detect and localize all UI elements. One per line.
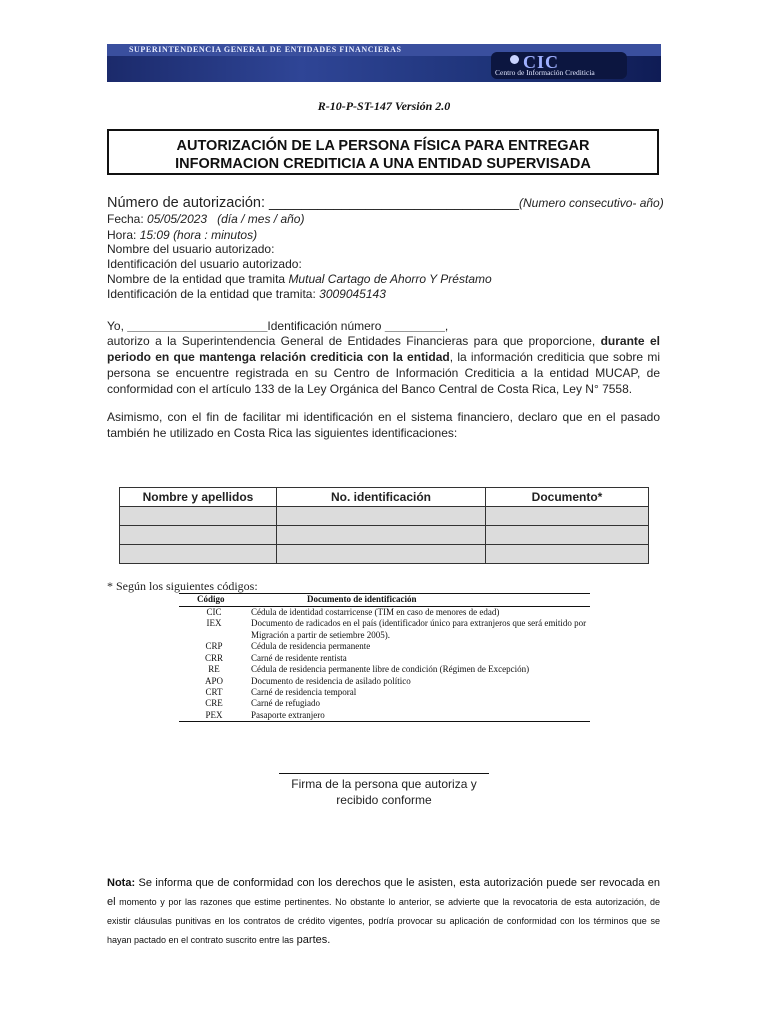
yo-line <box>107 319 448 333</box>
entidad-line <box>107 272 492 286</box>
yo-name-blank: _____________________ <box>127 319 268 333</box>
hora-value: 15:09 <box>139 228 170 242</box>
para1-end: , la información crediticia que sobre mi persona se encuentre registrada en su Centro de Información Crediticia a la entidad MUCAP, de conformidad con el artículo 133 de la Ley Orgánica del Banco Central de Costa Rica, Ley N° 7558. <box>107 350 660 396</box>
codes-header <box>179 593 590 607</box>
codes-title: * Según los siguientes códigos: <box>107 579 258 593</box>
col-header-document: Documento* <box>486 488 649 507</box>
para1-start: autorizo a la Superintendencia General de Entidades Financieras para que proporcione, <box>107 334 601 348</box>
document-title <box>107 129 659 175</box>
code-description: Documento de residencia de asilado político <box>251 675 411 686</box>
code: CRE <box>205 698 223 709</box>
cell-id[interactable] <box>277 545 486 564</box>
authorization-paragraph <box>107 333 660 397</box>
entidad-id-label: Identificación de la entidad que tramita: <box>107 287 320 301</box>
usuario-nombre-line: Nombre del usuario autorizado: <box>107 242 275 256</box>
authorization-label: Número de autorización: <box>107 195 269 211</box>
col-header-name: Nombre y apellidos <box>120 488 277 507</box>
cell-name[interactable] <box>120 545 277 564</box>
fecha-line <box>107 212 304 226</box>
table-row <box>120 507 649 526</box>
code-row <box>179 641 590 652</box>
fecha-label: Fecha: <box>107 212 148 226</box>
hora-label: Hora: <box>107 228 140 242</box>
nota-paragraph <box>107 873 660 949</box>
code-row <box>179 676 590 687</box>
logo-mark: CIC <box>523 52 560 72</box>
code-row <box>179 653 590 664</box>
yo-suffix: , <box>444 319 449 333</box>
code-description: Cédula de identidad costarricense (TIM en caso de menores de edad) <box>251 607 500 617</box>
authorization-blank: _______________________________ <box>269 195 519 211</box>
title-line-1: AUTORIZACIÓN DE LA PERSONA FÍSICA PARA ENTREGAR <box>176 138 590 154</box>
authorization-hint: (Numero consecutivo- año) <box>519 196 664 210</box>
declaration-paragraph: Asimismo, con el fin de facilitar mi identificación en el sistema financiero, declaro que en el pasado también he utilizado en Costa Rica las siguientes identificaciones: <box>107 410 660 440</box>
nota-text-middle: momento y por las razones que estime pertinentes. No obstante lo anterior, se advierte que la revocatoria de esta autorización, de existir cláusulas punitivas en los contratos de crédito vigentes, podría provocar su aplicación de conformidad con los términos que se hayan pactado en el contrato suscrito entre las <box>107 897 660 945</box>
para1-bold: durante el periodo en que mantenga relación crediticia con la entidad <box>107 334 660 364</box>
code: RE <box>208 664 220 675</box>
col-header-id: No. identificación <box>277 488 486 507</box>
hora-hint: (hora : minutos) <box>173 228 258 242</box>
cell-id[interactable] <box>277 526 486 545</box>
fecha-hint: (día / mes / año) <box>217 212 305 226</box>
entidad-id-value: 3009045143 <box>319 287 386 301</box>
cell-name[interactable] <box>120 507 277 526</box>
banner-org-name: SUPERINTENDENCIA GENERAL DE ENTIDADES FINANCIERAS <box>129 45 402 54</box>
code-row <box>179 618 590 641</box>
nota-label: Nota: <box>107 877 136 889</box>
globe-icon <box>510 55 519 64</box>
code-row <box>179 687 590 698</box>
signature-caption-line-1: Firma de la persona que autoriza y <box>291 777 477 791</box>
code-description: Carné de residente rentista <box>251 652 347 663</box>
codes-table <box>179 593 590 722</box>
version-code: R-10-P-ST-147 Versión 2.0 <box>317 99 451 113</box>
code: CIC <box>206 607 222 617</box>
cell-document[interactable] <box>486 545 649 564</box>
authorization-number <box>107 195 664 211</box>
cell-name[interactable] <box>120 526 277 545</box>
code: PEX <box>205 709 223 720</box>
code: IEX <box>206 618 222 629</box>
table-row <box>120 526 649 545</box>
fecha-value: 05/05/2023 <box>147 212 208 226</box>
signature-caption-line-2: recibido conforme <box>336 793 432 807</box>
code-description: Carné de refugiado <box>251 698 320 709</box>
table-row <box>120 545 649 564</box>
code-description: Carné de residencia temporal <box>251 686 357 697</box>
cell-document[interactable] <box>486 507 649 526</box>
code-description: Cédula de residencia permanente libre de condición (Régimen de Excepción) <box>251 664 530 675</box>
codes-bottom-rule <box>179 721 590 722</box>
entidad-label: Nombre de la entidad que tramita <box>107 272 289 286</box>
code-row <box>179 710 590 721</box>
cell-id[interactable] <box>277 507 486 526</box>
header-banner <box>107 44 661 82</box>
codes-header-document: Documento de identificación <box>307 594 417 604</box>
identifications-table <box>119 487 649 564</box>
signature-line <box>279 773 489 774</box>
code: APO <box>204 675 223 686</box>
code: CRT <box>205 686 223 697</box>
logo-subtitle: Centro de Información Crediticia <box>495 68 595 77</box>
yo-id-label: Identificación número <box>267 319 385 333</box>
signature-caption <box>0 776 768 808</box>
hora-line <box>107 228 257 242</box>
yo-prefix: Yo, <box>107 319 128 333</box>
entidad-id-line <box>107 287 386 301</box>
title-line-2: INFORMACION CREDITICIA A UNA ENTIDAD SUPERVISADA <box>175 156 591 172</box>
nota-text-start: Se informa que de conformidad con los derechos que le asisten, esta autorización puede ser revocada en el <box>107 877 660 908</box>
yo-id-blank: _________ <box>384 319 445 333</box>
code-description: Cédula de residencia permanente <box>251 641 371 652</box>
nota-text-end: partes. <box>293 934 331 946</box>
codes-header-code: Código <box>197 594 225 604</box>
code: CRP <box>205 641 223 652</box>
usuario-id-line: Identificación del usuario autorizado: <box>107 257 302 271</box>
entidad-value: Mutual Cartago de Ahorro Y Préstamo <box>288 272 492 286</box>
code-row <box>179 664 590 675</box>
code-description: Documento de radicados en el país (identificador único para extranjeros que será emitido por Migración a partir de setiembre 2005). <box>251 618 587 640</box>
cic-logo <box>491 52 627 79</box>
code-description: Pasaporte extranjero <box>251 709 325 720</box>
code-row <box>179 607 590 618</box>
code-row <box>179 698 590 709</box>
cell-document[interactable] <box>486 526 649 545</box>
code: CRR <box>204 652 223 663</box>
